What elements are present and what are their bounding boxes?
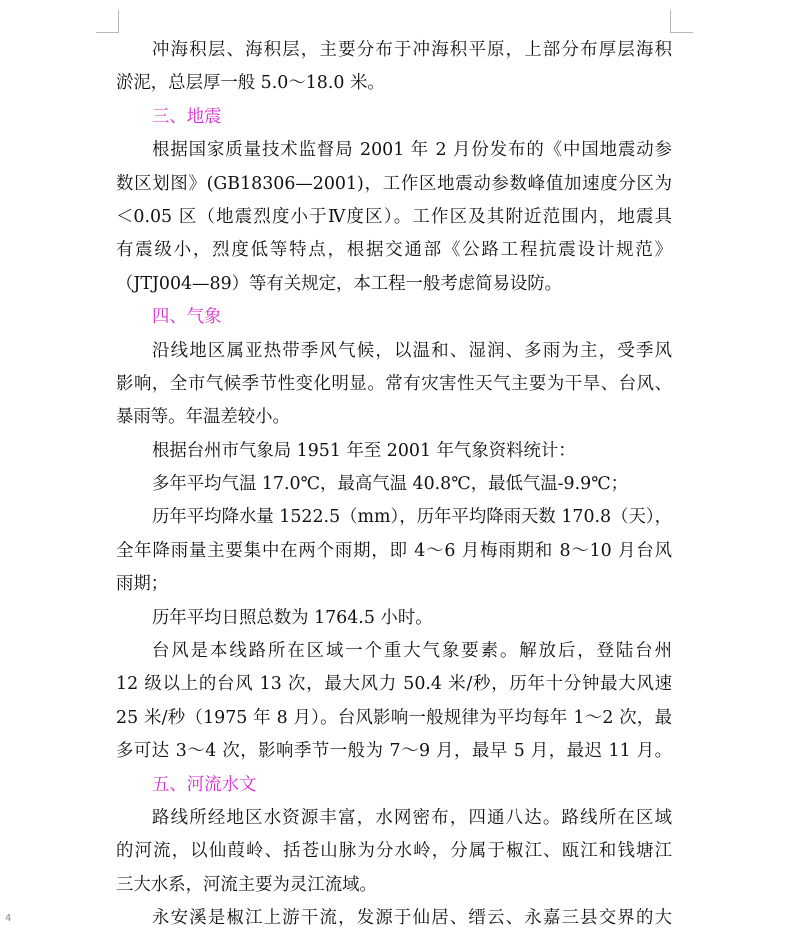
- paragraph-line: 历年平均降水量 1522.5（mm），历年平均降雨天数 170.8（天），: [152, 507, 672, 528]
- paragraph-line: 多可达 3～4 次，影响季节一般为 7～9 月，最早 5 月，最迟 11 月。: [116, 741, 672, 762]
- paragraph-line: 影响，全市气候季节性变化明显。常有灾害性天气主要为干旱、台风、: [116, 373, 672, 394]
- section-heading: 四、气象: [152, 307, 222, 328]
- paragraph-line: 三大水系，河流主要为灵江流域。: [116, 874, 377, 895]
- paragraph-line: 根据国家质量技术监督局 2001 年 2 月份发布的《中国地震动参: [152, 140, 672, 161]
- paragraph-line: 有震级小，烈度低等特点，根据交通部《公路工程抗震设计规范》: [116, 240, 672, 261]
- paragraph-line: 25 米/秒（1975 年 8 月）。台风影响一般规律为平均每年 1～2 次，最: [116, 707, 672, 728]
- paragraph-line: 雨期；: [116, 574, 169, 595]
- section-heading: 五、河流水文: [152, 774, 257, 795]
- margin-corner-mark-left: [96, 10, 119, 33]
- paragraph-line: 12 级以上的台风 13 次，最大风力 50.4 米/秒，历年十分钟最大风速: [116, 674, 672, 695]
- paragraph-line: ＜0.05 区（地震烈度小于Ⅳ度区）。工作区及其附近范围内，地震具: [116, 206, 672, 227]
- section-heading: 三、地震: [152, 106, 222, 127]
- margin-corner-mark-right: [670, 10, 693, 33]
- paragraph-line: 沿线地区属亚热带季风气候，以温和、湿润、多雨为主，受季风: [152, 340, 672, 361]
- paragraph-line: 的河流，以仙葭岭、括苍山脉为分水岭，分属于椒江、瓯江和钱塘江: [116, 841, 672, 862]
- paragraph-line: 根据台州市气象局 1951 年至 2001 年气象资料统计：: [152, 440, 576, 461]
- paragraph-line: 数区划图》(GB18306—2001)，工作区地震动参数峰值加速度分区为: [116, 173, 672, 194]
- paragraph-line: 历年平均日照总数为 1764.5 小时。: [152, 607, 433, 628]
- paragraph-line: 淤泥，总层厚一般 5.0～18.0 米。: [116, 73, 385, 94]
- page-number: 4: [5, 913, 12, 924]
- paragraph-line: 暴雨等。年温差较小。: [116, 407, 290, 428]
- paragraph-line: 多年平均气温 17.0℃，最高气温 40.8℃，最低气温-9.9℃；: [152, 474, 629, 495]
- paragraph-line: （JTJ004—89）等有关规定，本工程一般考虑简易设防。: [116, 273, 563, 294]
- paragraph-line: 路线所经地区水资源丰富，水网密布，四通八达。路线所在区域: [152, 807, 672, 828]
- paragraph-line: 全年降雨量主要集中在两个雨期，即 4～6 月梅雨期和 8～10 月台风: [116, 540, 672, 561]
- paragraph-line: 永安溪是椒江上游干流，发源于仙居、缙云、永嘉三县交界的大: [152, 908, 672, 929]
- paragraph-line: 台风是本线路所在区域一个重大气象要素。解放后，登陆台州: [152, 641, 672, 662]
- document-body: [116, 34, 672, 936]
- paragraph-line: 冲海积层、海积层，主要分布于冲海积平原，上部分布厚层海积: [152, 40, 672, 60]
